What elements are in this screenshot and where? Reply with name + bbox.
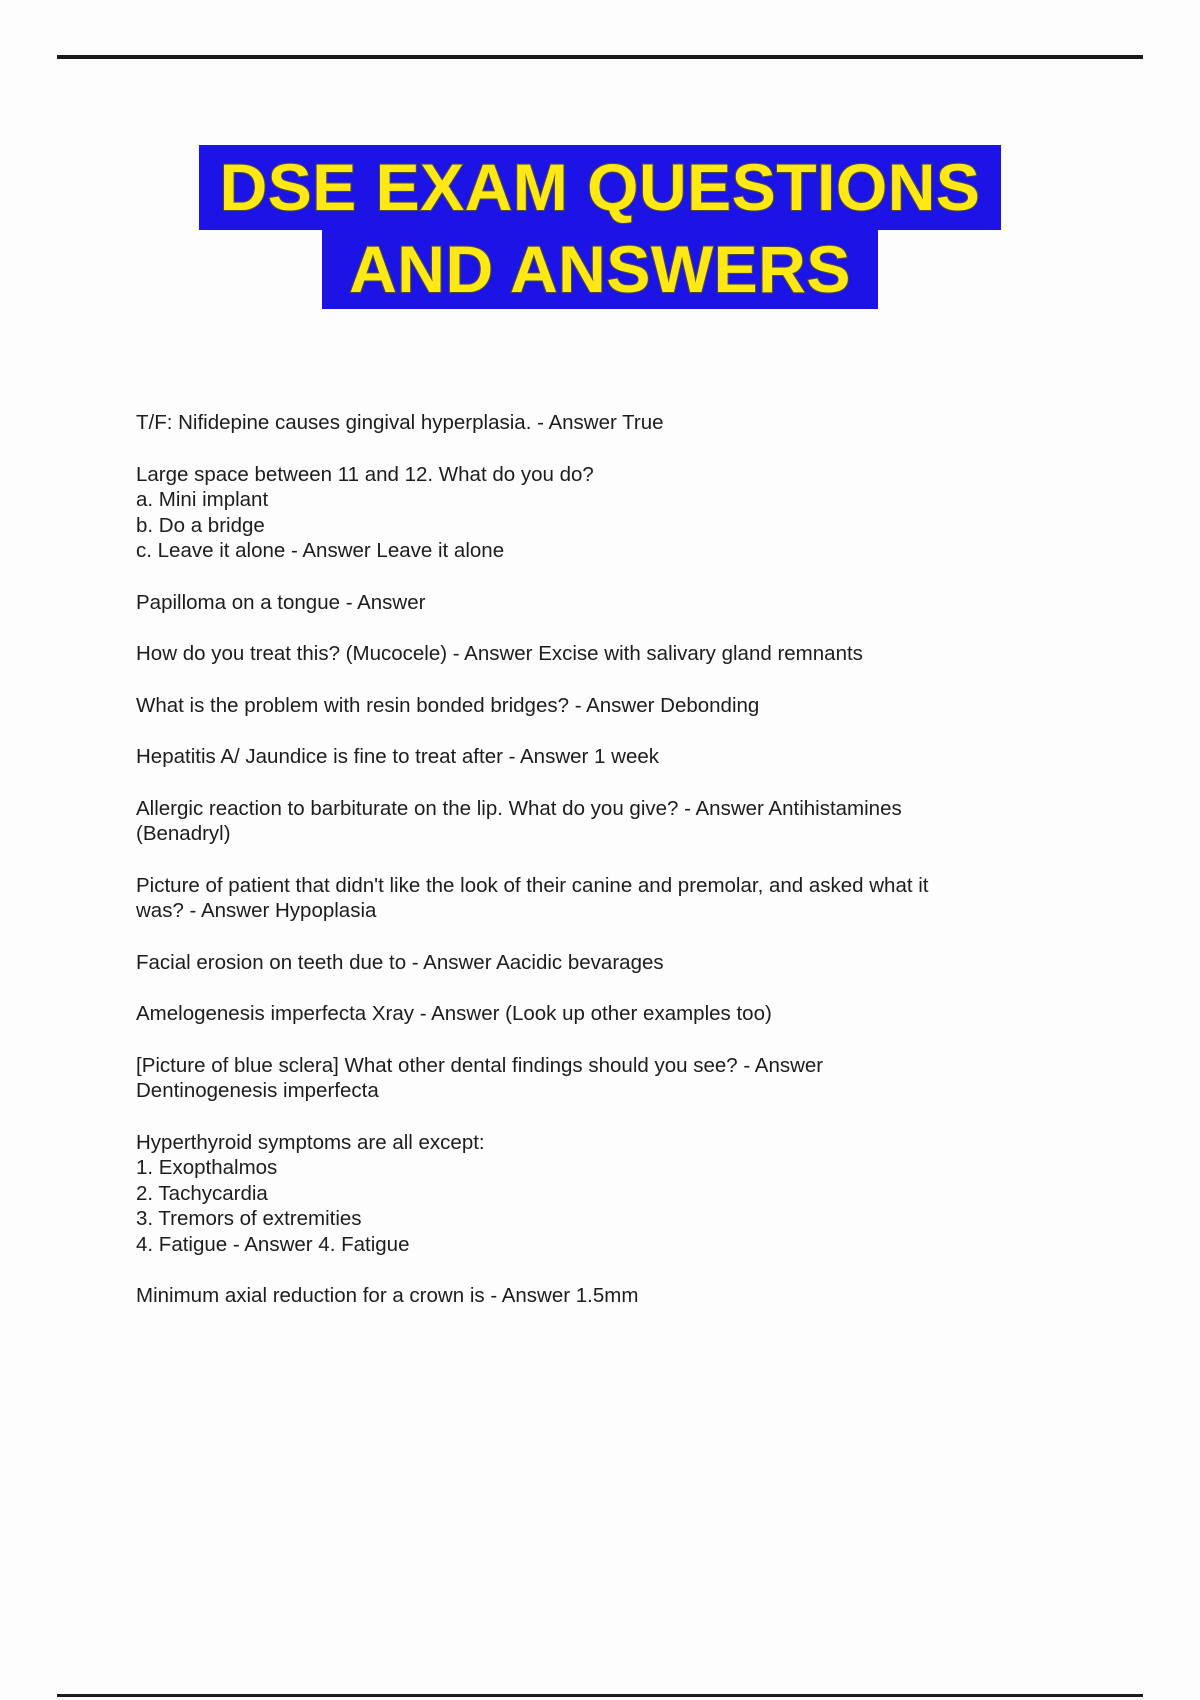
qa-paragraph	[136, 796, 1126, 847]
title-row-1	[0, 145, 1200, 230]
qa-line: was? - Answer Hypoplasia	[136, 899, 377, 922]
qa-paragraph	[136, 950, 1126, 976]
title-line-2: AND ANSWERS	[322, 230, 878, 309]
qa-paragraph	[136, 590, 1126, 616]
qa-line: Hyperthyroid symptoms are all except:	[136, 1130, 485, 1154]
qa-line: Allergic reaction to barbiturate on the lip. What do you give? - Answer Antihistamines	[136, 796, 902, 820]
bottom-horizontal-rule	[57, 1694, 1143, 1697]
qa-line: b. Do a bridge	[136, 513, 265, 537]
qa-line: [Picture of blue sclera] What other dental findings should you see? - Answer	[136, 1053, 824, 1077]
qa-paragraph	[136, 1053, 1126, 1104]
qa-paragraph	[136, 1130, 1126, 1258]
qa-line: Facial erosion on teeth due to - Answer Aacidic bevarages	[136, 950, 664, 974]
qa-paragraph	[136, 410, 1126, 436]
document-title	[0, 145, 1200, 309]
qa-line: T/F: Nifidepine causes gingival hyperplasia. - Answer True	[136, 411, 664, 434]
qa-line: 2. Tachycardia	[136, 1181, 268, 1205]
qa-line: How do you treat this? (Mucocele) - Answer Excise with salivary gland remnants	[136, 642, 863, 665]
qa-content	[136, 410, 1126, 1335]
qa-line: What is the problem with resin bonded bridges? - Answer Debonding	[136, 693, 760, 717]
qa-paragraph	[136, 873, 1126, 924]
qa-line: a. Mini implant	[136, 488, 269, 511]
qa-line: 4. Fatigue - Answer 4. Fatigue	[136, 1232, 410, 1256]
top-horizontal-rule	[57, 55, 1143, 59]
qa-line: 1. Exopthalmos	[136, 1156, 278, 1179]
qa-line: (Benadryl)	[136, 822, 231, 845]
qa-line: Papilloma on a tongue - Answer	[136, 590, 426, 614]
title-row-2	[0, 230, 1200, 309]
qa-paragraph	[136, 744, 1126, 770]
qa-paragraph	[136, 693, 1126, 719]
qa-line: Large space between 11 and 12. What do you do?	[136, 462, 594, 486]
qa-paragraph	[136, 1001, 1126, 1027]
qa-paragraph	[136, 1283, 1126, 1309]
qa-line: Hepatitis A/ Jaundice is fine to treat after - Answer 1 week	[136, 745, 660, 768]
qa-line: c. Leave it alone - Answer Leave it alone	[136, 539, 505, 562]
qa-line: Amelogenesis imperfecta Xray - Answer (Look up other examples too)	[136, 1002, 772, 1025]
qa-line: Dentinogenesis imperfecta	[136, 1079, 379, 1102]
qa-paragraph	[136, 641, 1126, 667]
qa-paragraph	[136, 462, 1126, 564]
qa-line: Minimum axial reduction for a crown is - Answer 1.5mm	[136, 1284, 639, 1307]
title-line-1: DSE EXAM QUESTIONS	[199, 145, 1002, 230]
qa-line: 3. Tremors of extremities	[136, 1207, 362, 1230]
qa-line: Picture of patient that didn't like the look of their canine and premolar, and asked what it	[136, 873, 929, 897]
